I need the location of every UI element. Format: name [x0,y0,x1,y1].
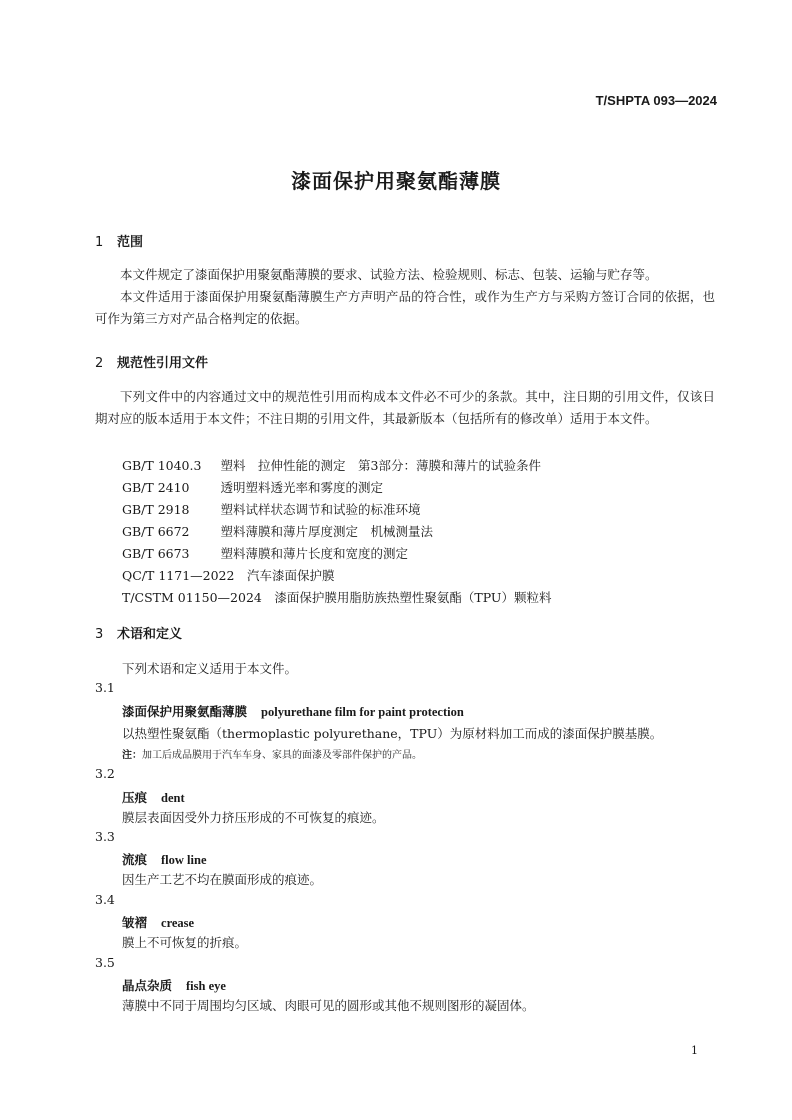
reference-title: 塑料薄膜和薄片厚度测定 机械测量法 [220,524,434,539]
term-en: dent [161,791,185,805]
reference-code: QC/T 1171—2022 [122,568,235,583]
reference-item [122,456,541,474]
reference-code: GB/T 2918 [122,502,190,517]
term-definition: 薄膜中不同于周围均匀区域、肉眼可见的圆形或其他不规则图形的凝固体。 [122,998,535,1013]
document-code: T/SHPTA 093—2024 [595,93,717,108]
note-label: 注： [122,750,142,761]
reference-code: T/CSTM 01150—2024 [122,590,262,605]
reference-title: 透明塑料透光率和雾度的测定 [220,480,384,495]
term-definition: 膜层表面因受外力挤压形成的不可恢复的痕迹。 [122,810,385,825]
section-number: 3 [95,627,104,642]
term-number: 3.4 [95,892,115,907]
term-heading [122,976,226,994]
reference-title: 塑料薄膜和薄片长度和宽度的测定 [220,546,409,561]
term-number: 3.3 [95,829,115,844]
term-definition: 因生产工艺不均在膜面形成的痕迹。 [122,872,323,887]
term-heading [122,913,194,931]
term-definition: 膜上不可恢复的折痕。 [122,935,248,950]
reference-item [122,544,408,562]
document-title: 漆面保护用聚氨酯薄膜 [291,169,501,193]
reference-code: GB/T 2410 [122,480,190,495]
term-en: flow line [161,853,207,867]
section-number: 1 [95,235,104,250]
terms-intro: 下列术语和定义适用于本文件。 [122,661,298,676]
term-number: 3.1 [95,680,115,695]
term-note [122,746,422,761]
section-title: 规范性引用文件 [117,356,209,371]
note-text: 加工后成品膜用于汽车车身、家具的面漆及零部件保护的产品。 [142,750,422,761]
reference-title: 漆面保护膜用脂肪族热塑性聚氨酯（TPU）颗粒料 [274,590,552,605]
reference-code: GB/T 6673 [122,546,190,561]
scope-paragraph-2: 本文件适用于漆面保护用聚氨酯薄膜生产方声明产品的符合性，或作为生产方与采购方签订合同的依据，也可作为第三方对产品合格判定的依据。 [95,289,715,326]
term-definition: 以热塑性聚氨酯（thermoplastic polyurethane，TPU）为原材料加工而成的漆面保护膜基膜。 [122,726,663,741]
term-number: 3.2 [95,766,115,781]
term-heading [122,850,207,868]
section-title: 术语和定义 [117,627,183,642]
term-number: 3.5 [95,955,115,970]
section-number: 2 [95,356,104,371]
reference-item [122,588,551,606]
reference-item [122,522,433,540]
term-zh: 皱褶 [122,915,148,930]
section-3-heading [95,623,182,642]
section-title: 范围 [117,235,144,250]
section-2-heading [95,352,208,371]
page-number: 1 [691,1044,698,1057]
reference-title: 汽车漆面保护膜 [246,568,335,583]
term-en: crease [161,916,195,930]
term-heading [122,788,185,806]
term-zh: 晶点杂质 [122,978,173,993]
term-zh: 流痕 [122,852,148,867]
term-en: polyurethane film for paint protection [261,705,464,719]
section-1-heading [95,231,143,250]
reference-code: GB/T 1040.3 [122,458,202,473]
reference-code: GB/T 6672 [122,524,190,539]
reference-title: 塑料 拉伸性能的测定 第3部分：薄膜和薄片的试验条件 [220,458,541,473]
references-intro: 下列文件中的内容通过文中的规范性引用而构成本文件必不可少的条款。其中，注日期的引用文件，仅该日期对应的版本适用于本文件；不注日期的引用文件，其最新版本（包括所有的修改单）适用于本文件。 [95,389,715,426]
reference-item [122,566,335,584]
reference-item [122,478,383,496]
scope-paragraph-1: 本文件规定了漆面保护用聚氨酯薄膜的要求、试验方法、检验规则、标志、包装、运输与贮存等。 [120,267,658,282]
term-zh: 漆面保护用聚氨酯薄膜 [122,704,248,719]
reference-item [122,500,421,518]
term-en: fish eye [186,979,226,993]
term-heading [122,702,464,720]
term-zh: 压痕 [122,790,148,805]
reference-title: 塑料试样状态调节和试验的标准环境 [220,502,421,517]
